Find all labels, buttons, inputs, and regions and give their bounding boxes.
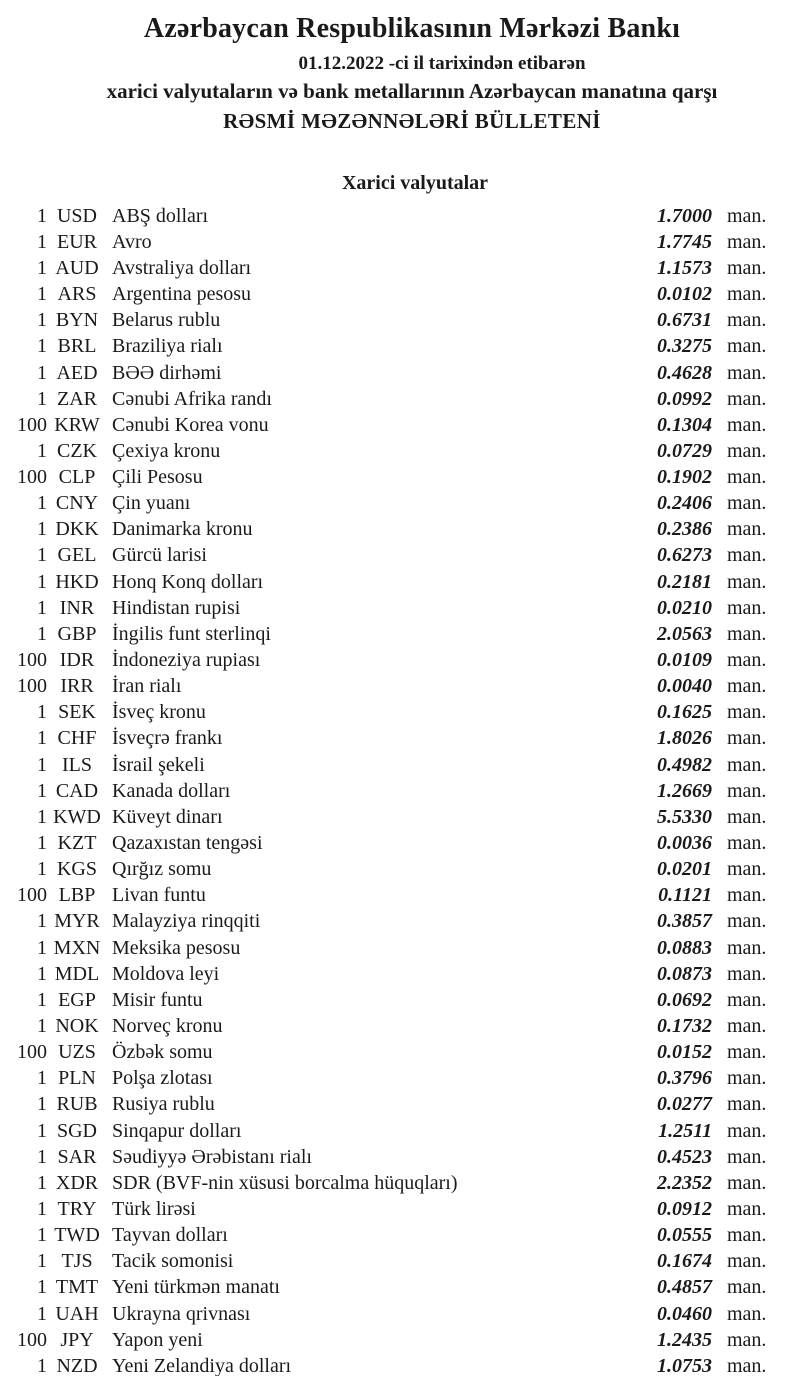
unit-label-cell: man. [727, 675, 767, 698]
currency-name-cell: Norveç kronu [112, 1015, 223, 1038]
rate-value-cell: 0.0729 [657, 439, 712, 462]
currency-name-cell: İran rialı [112, 675, 182, 698]
currency-code-cell: CAD [55, 779, 99, 802]
unit-label-cell: man. [727, 1354, 767, 1376]
rate-row [0, 1118, 800, 1144]
currency-code-cell: CNY [55, 492, 99, 515]
rate-value-cell: 1.8026 [657, 727, 712, 750]
currency-name-cell: Çili Pesosu [112, 466, 203, 489]
currency-code-cell: NZD [56, 1354, 98, 1376]
unit-label-cell: man. [727, 1015, 767, 1038]
currency-code-cell: GEL [57, 544, 97, 567]
rate-row [0, 569, 800, 595]
rate-value-cell: 1.7000 [657, 204, 712, 227]
currency-code-cell: TWD [54, 1224, 100, 1247]
unit-label-cell: man. [727, 649, 767, 672]
rate-value-cell: 0.0036 [657, 832, 712, 855]
rate-value-cell: 1.2669 [657, 779, 712, 802]
quantity-cell: 100 [17, 675, 47, 698]
unit-label-cell: man. [727, 283, 767, 306]
currency-name-cell: Belarus rublu [112, 309, 221, 332]
currency-code-cell: MDL [54, 962, 100, 985]
section-title-foreign-currencies: Xarici valyutalar [341, 171, 489, 194]
currency-code-cell: DKK [55, 518, 99, 541]
currency-name-cell: Türk lirəsi [112, 1198, 196, 1220]
unit-label-cell: man. [727, 1067, 767, 1090]
unit-label-cell: man. [727, 1198, 767, 1220]
rate-row [0, 595, 800, 621]
unit-label-cell: man. [727, 518, 767, 541]
currency-name-cell: Rusiya rublu [112, 1093, 215, 1116]
rate-row [0, 1353, 800, 1376]
unit-label-cell: man. [727, 1224, 767, 1247]
rate-value-cell: 0.0692 [657, 988, 712, 1011]
unit-label-cell: man. [727, 387, 767, 410]
quantity-cell: 1 [37, 1171, 47, 1194]
quantity-cell: 1 [37, 544, 47, 567]
rate-row [0, 778, 800, 804]
unit-label-cell: man. [727, 1328, 767, 1351]
rate-row [0, 1065, 800, 1091]
quantity-cell: 1 [37, 492, 47, 515]
unit-label-cell: man. [727, 753, 767, 776]
rate-value-cell: 1.7745 [657, 230, 712, 253]
rate-row [0, 725, 800, 751]
quantity-cell: 1 [37, 1067, 47, 1090]
quantity-cell: 1 [37, 1119, 47, 1142]
currency-code-cell: PLN [58, 1067, 96, 1090]
unit-label-cell: man. [727, 936, 767, 959]
currency-name-cell: Meksika pesosu [112, 936, 241, 959]
quantity-cell: 1 [37, 622, 47, 645]
currency-name-cell: ABŞ dolları [112, 204, 209, 227]
unit-label-cell: man. [727, 701, 767, 724]
currency-code-cell: IRR [60, 675, 94, 698]
currency-code-cell: IDR [59, 649, 95, 672]
currency-code-cell: KRW [54, 413, 100, 436]
rate-row [0, 752, 800, 778]
quantity-cell: 100 [17, 884, 47, 907]
unit-label-cell: man. [727, 1119, 767, 1142]
currency-name-cell: Kanada dolları [112, 779, 231, 802]
unit-label-cell: man. [727, 1302, 767, 1325]
rate-value-cell: 0.0210 [657, 596, 712, 619]
rate-value-cell: 0.0992 [657, 387, 712, 410]
rate-value-cell: 0.0040 [657, 675, 712, 698]
currency-code-cell: UAH [55, 1302, 99, 1325]
rate-row [0, 621, 800, 647]
rate-row [0, 647, 800, 673]
rate-row [0, 542, 800, 568]
quantity-cell: 1 [37, 570, 47, 593]
unit-label-cell: man. [727, 805, 767, 828]
rate-value-cell: 0.1121 [658, 884, 712, 907]
rate-value-cell: 0.6273 [657, 544, 712, 567]
unit-label-cell: man. [727, 413, 767, 436]
unit-label-cell: man. [727, 1250, 767, 1273]
rate-value-cell: 0.4982 [657, 753, 712, 776]
rate-value-cell: 0.4523 [657, 1145, 712, 1168]
rate-row [0, 464, 800, 490]
quantity-cell: 1 [37, 204, 47, 227]
rate-value-cell: 5.5330 [657, 805, 712, 828]
rate-row [0, 699, 800, 725]
currency-name-cell: Braziliya rialı [112, 335, 223, 358]
currency-code-cell: SAR [57, 1145, 97, 1168]
rate-value-cell: 2.2352 [657, 1171, 712, 1194]
rate-value-cell: 0.6731 [657, 309, 712, 332]
currency-name-cell: Gürcü larisi [112, 544, 207, 567]
currency-name-cell: Ukrayna qrivnası [112, 1302, 251, 1325]
quantity-cell: 1 [37, 1015, 47, 1038]
currency-name-cell: İsveç kronu [112, 701, 206, 724]
quantity-cell: 1 [37, 701, 47, 724]
unit-label-cell: man. [727, 622, 767, 645]
currency-name-cell: Qazaxıstan tengəsi [112, 832, 263, 855]
rate-row [0, 386, 800, 412]
currency-name-cell: İngilis funt sterlinqi [112, 622, 271, 645]
quantity-cell: 1 [37, 439, 47, 462]
rate-row [0, 307, 800, 333]
quantity-cell: 1 [37, 1224, 47, 1247]
currency-name-cell: Misir funtu [112, 988, 203, 1011]
currency-code-cell: NOK [55, 1015, 99, 1038]
quantity-cell: 1 [37, 779, 47, 802]
rate-value-cell: 0.1625 [657, 701, 712, 724]
currency-name-cell: Danimarka kronu [112, 518, 253, 541]
effective-date-line: 01.12.2022 -ci il tarixindən etibarən [298, 52, 586, 74]
exchange-rates-table [0, 203, 800, 1376]
currency-name-cell: Hindistan rupisi [112, 596, 241, 619]
currency-name-cell: Moldova leyi [112, 962, 220, 985]
currency-name-cell: Yeni türkmən manatı [112, 1276, 280, 1299]
rate-value-cell: 1.1573 [657, 256, 712, 279]
rate-value-cell: 0.0152 [657, 1041, 712, 1064]
quantity-cell: 1 [37, 1250, 47, 1273]
currency-name-cell: İsveçrə frankı [112, 727, 223, 750]
rate-row [0, 281, 800, 307]
unit-label-cell: man. [727, 910, 767, 933]
unit-label-cell: man. [727, 988, 767, 1011]
quantity-cell: 1 [37, 1276, 47, 1299]
unit-label-cell: man. [727, 832, 767, 855]
rate-row [0, 1222, 800, 1248]
currency-name-cell: Yapon yeni [112, 1328, 203, 1351]
unit-label-cell: man. [727, 1171, 767, 1194]
rate-row [0, 908, 800, 934]
currency-code-cell: KGS [56, 858, 97, 881]
currency-name-cell: Qırğız somu [112, 858, 212, 881]
rate-row [0, 804, 800, 830]
currency-name-cell: Çexiya kronu [112, 439, 221, 462]
quantity-cell: 1 [37, 1093, 47, 1116]
quantity-cell: 1 [37, 962, 47, 985]
rate-row [0, 1170, 800, 1196]
unit-label-cell: man. [727, 727, 767, 750]
currency-code-cell: KZT [57, 832, 97, 855]
rate-value-cell: 0.4628 [657, 361, 712, 384]
currency-name-cell: Tayvan dolları [112, 1224, 228, 1247]
rate-value-cell: 0.0460 [657, 1302, 712, 1325]
unit-label-cell: man. [727, 492, 767, 515]
unit-label-cell: man. [727, 204, 767, 227]
quantity-cell: 1 [37, 335, 47, 358]
currency-name-cell: Özbək somu [112, 1041, 213, 1064]
quantity-cell: 100 [17, 466, 47, 489]
unit-label-cell: man. [727, 230, 767, 253]
rate-row [0, 1196, 800, 1222]
rate-row [0, 673, 800, 699]
currency-name-cell: İsrail şekeli [112, 753, 205, 776]
currency-code-cell: RUB [56, 1093, 98, 1116]
quantity-cell: 100 [17, 1328, 47, 1351]
rate-value-cell: 0.3275 [657, 335, 712, 358]
currency-name-cell: Avstraliya dolları [112, 256, 252, 279]
currency-code-cell: TRY [57, 1198, 97, 1220]
currency-name-cell: Tacik somonisi [112, 1250, 234, 1273]
currency-name-cell: Cənubi Afrika randı [112, 387, 272, 410]
rate-value-cell: 0.2406 [657, 492, 712, 515]
quantity-cell: 1 [37, 1198, 47, 1220]
rate-row [0, 490, 800, 516]
rate-value-cell: 0.3857 [657, 910, 712, 933]
quantity-cell: 1 [37, 361, 47, 384]
rate-row [0, 856, 800, 882]
rate-value-cell: 0.1732 [657, 1015, 712, 1038]
rate-value-cell: 0.1674 [657, 1250, 712, 1273]
rate-row [0, 1274, 800, 1300]
rate-row [0, 1013, 800, 1039]
currency-code-cell: TMT [55, 1276, 99, 1299]
unit-label-cell: man. [727, 361, 767, 384]
unit-label-cell: man. [727, 466, 767, 489]
rate-value-cell: 0.1902 [657, 466, 712, 489]
currency-code-cell: SEK [58, 701, 96, 724]
quantity-cell: 1 [37, 805, 47, 828]
currency-code-cell: MYR [54, 910, 100, 933]
rate-row [0, 333, 800, 359]
unit-label-cell: man. [727, 962, 767, 985]
unit-label-cell: man. [727, 1276, 767, 1299]
quantity-cell: 1 [37, 596, 47, 619]
quantity-cell: 1 [37, 387, 47, 410]
unit-label-cell: man. [727, 335, 767, 358]
currency-code-cell: LBP [58, 884, 96, 907]
rate-row [0, 882, 800, 908]
currency-name-cell: Cənubi Korea vonu [112, 413, 269, 436]
currency-name-cell: Malayziya rinqqiti [112, 910, 261, 933]
currency-code-cell: BRL [57, 335, 97, 358]
quantity-cell: 1 [37, 832, 47, 855]
quantity-cell: 1 [37, 936, 47, 959]
quantity-cell: 1 [37, 858, 47, 881]
currency-name-cell: Sinqapur dolları [112, 1119, 242, 1142]
unit-label-cell: man. [727, 1145, 767, 1168]
rate-value-cell: 0.0109 [657, 649, 712, 672]
rate-row [0, 412, 800, 438]
quantity-cell: 1 [37, 256, 47, 279]
currency-code-cell: CLP [58, 466, 96, 489]
currency-name-cell: BƏƏ dirhəmi [112, 361, 222, 384]
currency-code-cell: ILS [62, 753, 92, 776]
currency-code-cell: HKD [55, 570, 99, 593]
unit-label-cell: man. [727, 439, 767, 462]
rate-row [0, 830, 800, 856]
rate-value-cell: 1.0753 [657, 1354, 712, 1376]
currency-code-cell: CZK [57, 439, 97, 462]
rate-value-cell: 0.0277 [657, 1093, 712, 1116]
unit-label-cell: man. [727, 858, 767, 881]
rate-row [0, 203, 800, 229]
unit-label-cell: man. [727, 256, 767, 279]
bulletin-subtitle-line: xarici valyutaların və bank metallarının Azərbaycan manatına qarşı [106, 78, 718, 103]
rate-value-cell: 0.4857 [657, 1276, 712, 1299]
quantity-cell: 100 [17, 413, 47, 436]
rate-row [0, 961, 800, 987]
rate-row [0, 987, 800, 1013]
currency-code-cell: MXN [53, 936, 101, 959]
currency-code-cell: ARS [57, 283, 97, 306]
currency-code-cell: INR [59, 596, 95, 619]
currency-name-cell: İndoneziya rupiası [112, 649, 261, 672]
currency-code-cell: AUD [55, 256, 99, 279]
currency-name-cell: Avro [112, 230, 152, 253]
rate-row [0, 255, 800, 281]
currency-code-cell: CHF [57, 727, 97, 750]
rate-value-cell: 0.0201 [657, 858, 712, 881]
quantity-cell: 1 [37, 283, 47, 306]
currency-code-cell: KWD [53, 805, 101, 828]
rate-row [0, 1144, 800, 1170]
rate-row [0, 229, 800, 255]
currency-code-cell: TJS [61, 1250, 93, 1273]
rate-value-cell: 0.3796 [657, 1067, 712, 1090]
currency-name-cell: Səudiyyə Ərəbistanı rialı [112, 1145, 312, 1168]
currency-code-cell: JPY [60, 1328, 94, 1351]
rate-row [0, 935, 800, 961]
rate-row [0, 359, 800, 385]
rate-row [0, 1091, 800, 1117]
rate-value-cell: 0.0102 [657, 283, 712, 306]
unit-label-cell: man. [727, 779, 767, 802]
rate-row [0, 1301, 800, 1327]
currency-code-cell: SGD [56, 1119, 97, 1142]
currency-name-cell: Çin yuanı [112, 492, 191, 515]
unit-label-cell: man. [727, 570, 767, 593]
quantity-cell: 1 [37, 1145, 47, 1168]
currency-code-cell: AED [56, 361, 98, 384]
currency-code-cell: BYN [55, 309, 99, 332]
quantity-cell: 1 [37, 309, 47, 332]
currency-code-cell: UZS [58, 1041, 96, 1064]
unit-label-cell: man. [727, 544, 767, 567]
unit-label-cell: man. [727, 1093, 767, 1116]
currency-code-cell: USD [56, 204, 97, 227]
rate-value-cell: 0.0555 [657, 1224, 712, 1247]
quantity-cell: 100 [17, 649, 47, 672]
currency-name-cell: Yeni Zelandiya dolları [112, 1354, 292, 1376]
unit-label-cell: man. [727, 884, 767, 907]
unit-label-cell: man. [727, 1041, 767, 1064]
quantity-cell: 1 [37, 230, 47, 253]
rate-value-cell: 2.0563 [657, 622, 712, 645]
currency-name-cell: Polşa zlotası [112, 1067, 213, 1090]
quantity-cell: 1 [37, 910, 47, 933]
quantity-cell: 1 [37, 727, 47, 750]
official-rates-bulletin-title: RƏSMİ MƏZƏNNƏLƏRİ BÜLLETENİ [223, 108, 601, 133]
rate-value-cell: 1.2435 [657, 1328, 712, 1351]
unit-label-cell: man. [727, 596, 767, 619]
currency-name-cell: SDR (BVF-nin xüsusi borcalma hüquqları) [112, 1171, 458, 1194]
rate-value-cell: 0.0912 [657, 1198, 712, 1220]
rate-value-cell: 0.0883 [657, 936, 712, 959]
rate-row [0, 1327, 800, 1353]
currency-code-cell: EUR [57, 230, 97, 253]
unit-label-cell: man. [727, 309, 767, 332]
quantity-cell: 1 [37, 518, 47, 541]
currency-name-cell: Honq Konq dolları [112, 570, 264, 593]
rate-value-cell: 0.2181 [657, 570, 712, 593]
bulletin-header [12, 0, 800, 134]
currency-code-cell: EGP [58, 988, 96, 1011]
currency-code-cell: ZAR [57, 387, 97, 410]
currency-code-cell: GBP [57, 622, 97, 645]
rate-value-cell: 1.2511 [658, 1119, 712, 1142]
currency-name-cell: Küveyt dinarı [112, 805, 223, 828]
rate-row [0, 1039, 800, 1065]
currency-name-cell: Livan funtu [112, 884, 206, 907]
rate-row [0, 438, 800, 464]
rate-value-cell: 0.1304 [657, 413, 712, 436]
currency-code-cell: XDR [55, 1171, 99, 1194]
currency-name-cell: Argentina pesosu [112, 283, 252, 306]
quantity-cell: 1 [37, 753, 47, 776]
quantity-cell: 1 [37, 1302, 47, 1325]
quantity-cell: 1 [37, 988, 47, 1011]
bank-name-title: Azərbaycan Respublikasının Mərkəzi Bankı [143, 13, 681, 44]
rate-value-cell: 0.0873 [657, 962, 712, 985]
quantity-cell: 100 [17, 1041, 47, 1064]
quantity-cell: 1 [37, 1354, 47, 1376]
rate-value-cell: 0.2386 [657, 518, 712, 541]
rate-row [0, 1248, 800, 1274]
rate-row [0, 516, 800, 542]
